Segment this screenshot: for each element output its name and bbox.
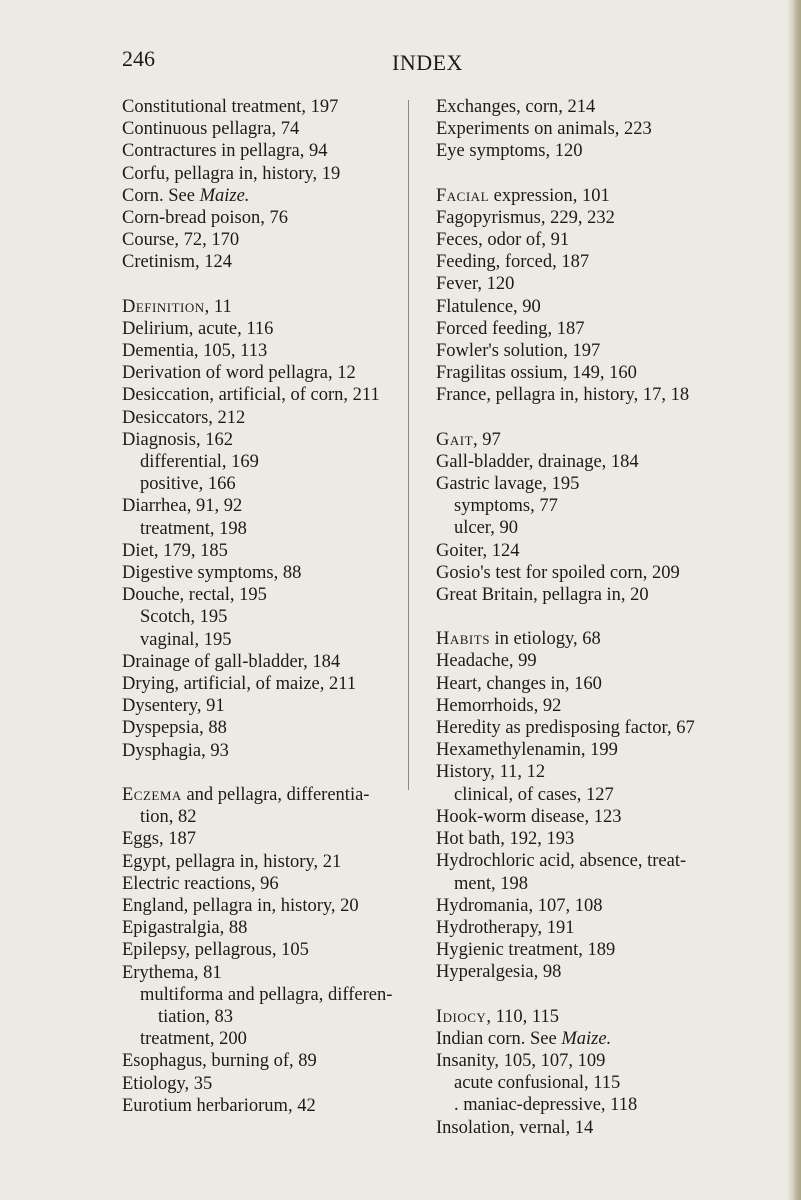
index-entry: [436, 140, 776, 162]
index-entry-text: tiation, 83: [158, 1006, 234, 1027]
index-entry-text: expression, 101: [489, 185, 610, 206]
index-entry: [122, 1073, 402, 1095]
index-entry-text: and pellagra, differentia-: [181, 784, 370, 805]
index-entry-text: differential, 169: [140, 452, 259, 473]
column-divider: [408, 100, 409, 790]
index-entry-text: Continuous pellagra, 74: [122, 119, 300, 140]
index-entry: [122, 518, 402, 540]
index-entry: [436, 939, 776, 961]
index-entry-text: Fever, 120: [436, 274, 515, 295]
index-entry: [436, 251, 776, 273]
index-entry: [436, 895, 776, 917]
index-entry: [122, 118, 402, 140]
index-entry: [122, 207, 402, 229]
index-entry-text: ulcer, 90: [454, 518, 518, 539]
index-entry: [122, 140, 402, 162]
index-entry-text: Scotch, 195: [140, 607, 228, 628]
index-entry-text: in etiology, 68: [489, 629, 601, 650]
index-entry: [122, 629, 402, 651]
index-entry-text: positive, 166: [140, 474, 236, 495]
index-entry-text: Gastric lavage, 195: [436, 474, 580, 495]
index-entry: [122, 828, 402, 850]
index-entry-text: Experiments on animals, 223: [436, 119, 652, 140]
index-entry-text: Course, 72, 170: [122, 230, 240, 251]
index-entry: [436, 961, 776, 983]
cross-reference-term: Maize.: [561, 1028, 612, 1049]
index-entry: [436, 650, 776, 672]
index-entry: [436, 584, 776, 606]
index-entry: [436, 96, 776, 118]
index-entry-text: Hydrochloric acid, absence, treat-: [436, 851, 687, 872]
index-entry-text: Dementia, 105, 113: [122, 341, 268, 362]
index-entry-text: acute confusional, 115: [454, 1073, 621, 1094]
index-entry: [436, 362, 776, 384]
index-entry-text: multiforma and pellagra, differen-: [140, 984, 393, 1005]
index-entry-text: Eurotium herbariorum, 42: [122, 1095, 316, 1116]
index-entry-text: Indian corn. See: [436, 1028, 562, 1049]
index-entry: [436, 1028, 776, 1050]
index-entry: [436, 540, 776, 562]
letter-section-lead-word: Facial: [436, 185, 490, 206]
index-entry: [122, 340, 402, 362]
index-entry-text: France, pellagra in, history, 17, 18: [436, 385, 690, 406]
index-entry-text: Corn-bread poison, 76: [122, 208, 288, 229]
index-entry-text: , 97: [473, 429, 501, 450]
index-entry-text: Derivation of word pellagra, 12: [122, 363, 356, 384]
index-entry-text: , 110, 115: [486, 1006, 559, 1027]
index-entry-text: Headache, 99: [436, 651, 537, 672]
index-entry: [122, 917, 402, 939]
index-entry: [122, 362, 402, 384]
index-entry-text: Cretinism, 124: [122, 252, 232, 273]
index-entry: [122, 562, 402, 584]
index-entry-text: Hexamethylenamin, 199: [436, 740, 618, 761]
index-entry-text: Epilepsy, pellagrous, 105: [122, 940, 309, 961]
index-entry: [122, 229, 402, 251]
index-entry-text: treatment, 198: [140, 518, 247, 539]
index-entry: [122, 984, 402, 1006]
index-entry-text: Desiccators, 212: [122, 407, 246, 428]
index-entry: [436, 695, 776, 717]
index-entry: [122, 96, 402, 118]
index-entry: [122, 873, 402, 895]
index-entry-text: . maniac-depressive, 118: [454, 1095, 638, 1116]
letter-section-lead-word: Gait: [436, 429, 474, 450]
index-entry-text: Diagnosis, 162: [122, 429, 233, 450]
index-entry-text: Exchanges, corn, 214: [436, 97, 596, 117]
index-entry: [122, 1028, 402, 1050]
index-entry: [122, 429, 402, 451]
index-entry-text: Hemorrhoids, 92: [436, 695, 562, 716]
index-entry: [436, 784, 776, 806]
index-entry-text: Esophagus, burning of, 89: [122, 1051, 317, 1072]
index-entry: [436, 273, 776, 295]
index-entry: [122, 895, 402, 917]
index-entry: [122, 784, 402, 806]
index-entry: [436, 917, 776, 939]
index-entry-text: Feces, odor of, 91: [436, 230, 570, 251]
index-entry-text: Hygienic treatment, 189: [436, 940, 616, 961]
index-entry-text: Electric reactions, 96: [122, 873, 279, 894]
index-entry-text: Forced feeding, 187: [436, 318, 585, 339]
index-entry: [122, 851, 402, 873]
letter-section-lead-word: Habits: [436, 629, 490, 650]
index-entry-text: Diet, 179, 185: [122, 540, 228, 561]
index-entry-text: , 11: [204, 296, 232, 317]
letter-section-lead-word: Definition: [122, 296, 205, 317]
index-entry-text: Great Britain, pellagra in, 20: [436, 585, 649, 606]
index-entry-text: Drainage of gall-bladder, 184: [122, 651, 341, 672]
letter-section-lead-word: Eczema: [122, 784, 182, 805]
index-column-right: [436, 96, 776, 1139]
index-entry: [436, 473, 776, 495]
index-entry: [436, 229, 776, 251]
index-entry-text: Etiology, 35: [122, 1073, 213, 1094]
index-entry: [436, 340, 776, 362]
index-entry: [436, 207, 776, 229]
index-entry-text: Contractures in pellagra, 94: [122, 141, 328, 162]
index-entry: [436, 429, 776, 451]
index-entry: [436, 873, 776, 895]
index-entry: [122, 584, 402, 606]
index-entry-text: Hydrotherapy, 191: [436, 917, 575, 938]
index-entry: [436, 1117, 776, 1139]
index-entry: [122, 1095, 402, 1117]
index-entry: [436, 185, 776, 207]
index-entry: [122, 451, 402, 473]
index-entry: [122, 384, 402, 406]
index-entry: [436, 495, 776, 517]
page-number: 246: [122, 46, 155, 71]
index-entry: [122, 251, 402, 273]
index-entry-text: Hydromania, 107, 108: [436, 895, 603, 916]
index-entry: [122, 717, 402, 739]
index-entry: [436, 628, 776, 650]
index-entry-text: Egypt, pellagra in, history, 21: [122, 851, 342, 872]
index-entry-text: Goiter, 124: [436, 540, 520, 561]
index-entry-text: Diarrhea, 91, 92: [122, 496, 243, 517]
index-entry: [122, 806, 402, 828]
index-entry-text: Hot bath, 192, 193: [436, 829, 575, 850]
index-entry: [436, 384, 776, 406]
index-entry-text: Hyperalgesia, 98: [436, 962, 562, 983]
index-entry-text: Heart, changes in, 160: [436, 673, 602, 694]
index-entry: [436, 761, 776, 783]
index-entry: [122, 540, 402, 562]
index-entry-text: History, 11, 12: [436, 762, 546, 783]
index-entry: [122, 163, 402, 185]
index-entry: [436, 828, 776, 850]
cross-reference-term: Maize.: [199, 185, 250, 206]
index-entry: [122, 651, 402, 673]
index-entry-text: treatment, 200: [140, 1029, 247, 1050]
index-entry-text: clinical, of cases, 127: [454, 784, 614, 805]
index-entry: [436, 118, 776, 140]
index-entry-text: symptoms, 77: [454, 496, 558, 517]
index-entry-text: Gall-bladder, drainage, 184: [436, 451, 639, 472]
index-entry-text: tion, 82: [140, 807, 197, 828]
index-entry-text: Insanity, 105, 107, 109: [436, 1050, 606, 1071]
index-entry: [122, 740, 402, 762]
index-entry: [122, 962, 402, 984]
index-entry: [436, 1094, 776, 1116]
index-entry-text: Eye symptoms, 120: [436, 141, 583, 162]
index-entry-text: Gosio's test for spoiled corn, 209: [436, 562, 680, 583]
index-entry: [122, 296, 402, 318]
index-entry-text: vaginal, 195: [140, 629, 232, 650]
index-entry: [436, 673, 776, 695]
index-entry-text: Drying, artificial, of maize, 211: [122, 674, 357, 695]
index-entry: [436, 717, 776, 739]
index-entry: [122, 1006, 402, 1028]
index-entry: [122, 473, 402, 495]
running-head: INDEX: [392, 50, 463, 75]
index-column-left: [122, 96, 402, 1117]
index-entry: [436, 850, 776, 872]
index-entry-text: Fagopyrismus, 229, 232: [436, 207, 615, 228]
index-entry: [122, 606, 402, 628]
index-entry-text: Epigastralgia, 88: [122, 918, 248, 939]
index-entry: [436, 296, 776, 318]
index-entry: [436, 517, 776, 539]
index-entry-text: Dysphagia, 93: [122, 740, 229, 761]
index-entry: [436, 451, 776, 473]
index-entry: [122, 1050, 402, 1072]
index-entry: [436, 806, 776, 828]
index-entry-text: Heredity as predisposing factor, 67: [436, 718, 695, 739]
index-entry: [122, 495, 402, 517]
index-entry-text: Dyspepsia, 88: [122, 718, 227, 739]
index-entry-text: Delirium, acute, 116: [122, 318, 274, 339]
index-entry: [436, 1050, 776, 1072]
index-entry: [436, 1072, 776, 1094]
index-entry: [122, 939, 402, 961]
index-entry: [122, 185, 402, 207]
index-entry-text: Digestive symptoms, 88: [122, 563, 302, 584]
index-entry: [436, 1006, 776, 1028]
index-entry-text: Corn. See: [122, 185, 200, 206]
index-entry-text: Eggs, 187: [122, 829, 196, 850]
index-entry: [122, 318, 402, 340]
index-entry-text: Insolation, vernal, 14: [436, 1117, 594, 1138]
index-entry-text: England, pellagra in, history, 20: [122, 895, 359, 916]
page-edge-shadow: [787, 0, 801, 1200]
index-entry: [436, 562, 776, 584]
index-entry-text: Hook-worm disease, 123: [436, 806, 622, 827]
index-entry-text: Douche, rectal, 195: [122, 585, 267, 606]
index-entry: [122, 407, 402, 429]
index-entry-text: Flatulence, 90: [436, 296, 541, 317]
index-entry: [436, 318, 776, 340]
index-entry-text: Corfu, pellagra in, history, 19: [122, 163, 341, 184]
index-entry-text: Erythema, 81: [122, 962, 222, 983]
letter-section-lead-word: Idiocy: [436, 1006, 487, 1027]
index-entry: [436, 739, 776, 761]
index-entry-text: Constitutional treatment, 197: [122, 97, 339, 117]
index-entry-text: Feeding, forced, 187: [436, 252, 590, 273]
index-entry-text: Dysentery, 91: [122, 696, 225, 717]
index-entry-text: ment, 198: [454, 873, 528, 894]
index-entry: [122, 695, 402, 717]
index-entry: [122, 673, 402, 695]
index-entry-text: Desiccation, artificial, of corn, 211: [122, 385, 380, 406]
index-entry-text: Fragilitas ossium, 149, 160: [436, 363, 637, 384]
index-entry-text: Fowler's solution, 197: [436, 341, 601, 362]
